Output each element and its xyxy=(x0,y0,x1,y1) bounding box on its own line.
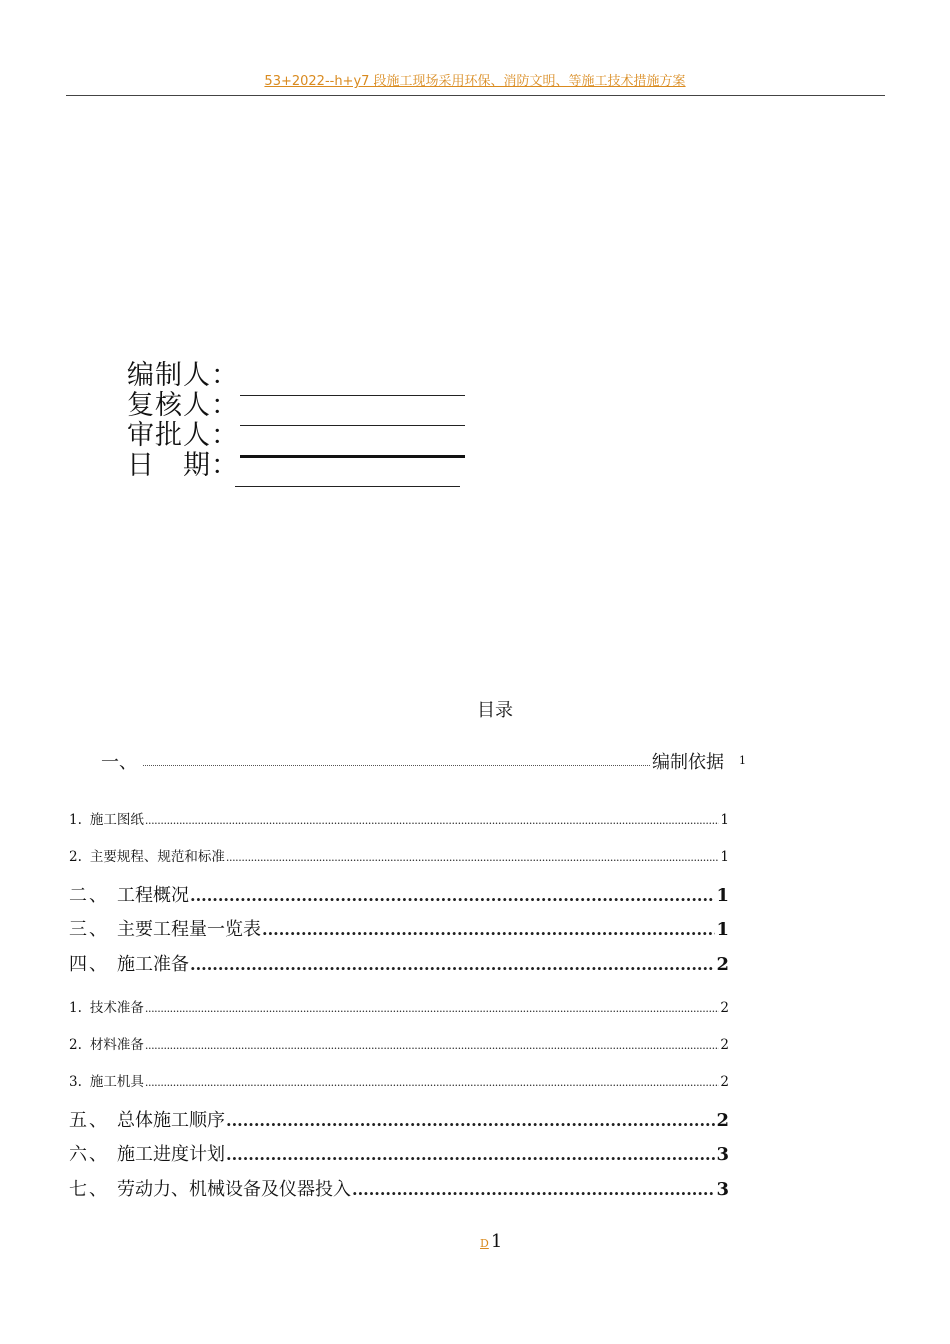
toc-entry-page: 1 xyxy=(716,885,729,906)
toc-entry-number: 六、 xyxy=(69,1144,109,1165)
toc-leader-dots xyxy=(190,955,715,974)
toc-leader-dots xyxy=(190,886,715,905)
compiler-label: 编制人： xyxy=(127,360,239,391)
toc-entry[interactable] xyxy=(69,1106,729,1132)
toc-entry-title: 技术准备 xyxy=(89,1000,144,1016)
toc-entry-number: 四、 xyxy=(69,954,109,975)
toc-entry[interactable] xyxy=(69,808,729,828)
toc-entry[interactable] xyxy=(69,1140,729,1166)
toc-entry[interactable] xyxy=(69,845,729,865)
toc-entry-page: 2 xyxy=(720,1000,729,1016)
toc-entry[interactable] xyxy=(69,1033,729,1053)
toc-leader-dots xyxy=(226,1145,715,1164)
reviewer-label: 复核人： xyxy=(127,390,239,421)
toc-entry-number: 1. xyxy=(69,1000,82,1016)
toc-entry-number: 七、 xyxy=(69,1179,109,1200)
toc-entry-page: 2 xyxy=(716,954,729,975)
toc-entry-title: 主要规程、规范和标准 xyxy=(89,849,225,865)
date-label: 日 期： xyxy=(127,450,239,481)
toc-entry-number: 3. xyxy=(69,1074,82,1090)
toc-entry[interactable] xyxy=(69,950,729,976)
toc-entry-number: 2. xyxy=(69,849,82,865)
page-number: 1 xyxy=(490,1231,503,1252)
toc-entry-number: 2. xyxy=(69,1037,82,1053)
toc-entry-title: 主要工程量一览表 xyxy=(117,919,261,940)
toc-leader-dots xyxy=(262,920,715,939)
toc-entry-title: 劳动力、机械设备及仪器投入 xyxy=(117,1179,351,1200)
page-footer xyxy=(480,1231,502,1252)
running-header-link[interactable]: 53+2022--h+y7 段施工现场采用环保、消防文明、等施工技术措施方案 xyxy=(264,74,686,89)
toc-entry-title: 工程概况 xyxy=(117,885,189,906)
toc-entry-page: 2 xyxy=(720,1037,729,1053)
approver-signature-line xyxy=(240,455,465,458)
toc-entry-number: 1. xyxy=(69,812,82,828)
toc-leader-dots xyxy=(352,1180,715,1199)
toc-entry-page: 3 xyxy=(716,1179,729,1200)
toc-entry[interactable] xyxy=(69,915,729,941)
toc-leader-dots xyxy=(145,1039,720,1052)
toc-leader-dots xyxy=(143,765,650,766)
toc-leader-dots xyxy=(226,1111,715,1130)
toc-entry-page: 3 xyxy=(716,1144,729,1165)
toc-entry[interactable] xyxy=(69,1070,729,1090)
toc-entry-title: 材料准备 xyxy=(89,1037,144,1053)
toc-entry-page: 1 xyxy=(720,849,729,865)
toc-leader-dots xyxy=(145,1002,720,1015)
toc-entry[interactable] xyxy=(69,996,729,1016)
toc-leader-dots xyxy=(145,1076,720,1089)
toc-entry-title: 施工机具 xyxy=(89,1074,144,1090)
reviewer-signature-line xyxy=(240,425,465,426)
toc-entry-title: 施工图纸 xyxy=(89,812,144,828)
toc-entry-title: 施工进度计划 xyxy=(117,1144,225,1165)
toc-entry[interactable] xyxy=(69,1175,729,1201)
toc-entry[interactable] xyxy=(101,748,761,772)
toc-leader-dots xyxy=(226,851,720,864)
toc-entry-title: 编制依据 xyxy=(652,752,724,773)
date-signature-line xyxy=(235,486,460,487)
toc-title: 目录 xyxy=(477,700,513,721)
toc-entry[interactable] xyxy=(69,881,729,907)
approver-label: 审批人： xyxy=(127,420,239,451)
toc-entry-page: 2 xyxy=(720,1074,729,1090)
header-divider xyxy=(66,95,885,96)
toc-entry-page: 1 xyxy=(720,812,729,828)
toc-entry-title: 总体施工顺序 xyxy=(117,1110,225,1131)
toc-entry-page: 1 xyxy=(716,919,729,940)
compiler-signature-line xyxy=(240,395,465,396)
toc-leader-dots xyxy=(145,814,720,827)
toc-entry-page: 1 xyxy=(739,754,746,767)
toc-entry-number: 一、 xyxy=(101,752,137,773)
toc-entry-number: 三、 xyxy=(69,919,109,940)
toc-entry-number: 二、 xyxy=(69,885,109,906)
footer-link-mark[interactable]: D xyxy=(480,1237,489,1250)
toc-entry-number: 五、 xyxy=(69,1110,109,1131)
toc-entry-title: 施工准备 xyxy=(117,954,189,975)
toc-entry-page: 2 xyxy=(716,1110,729,1131)
